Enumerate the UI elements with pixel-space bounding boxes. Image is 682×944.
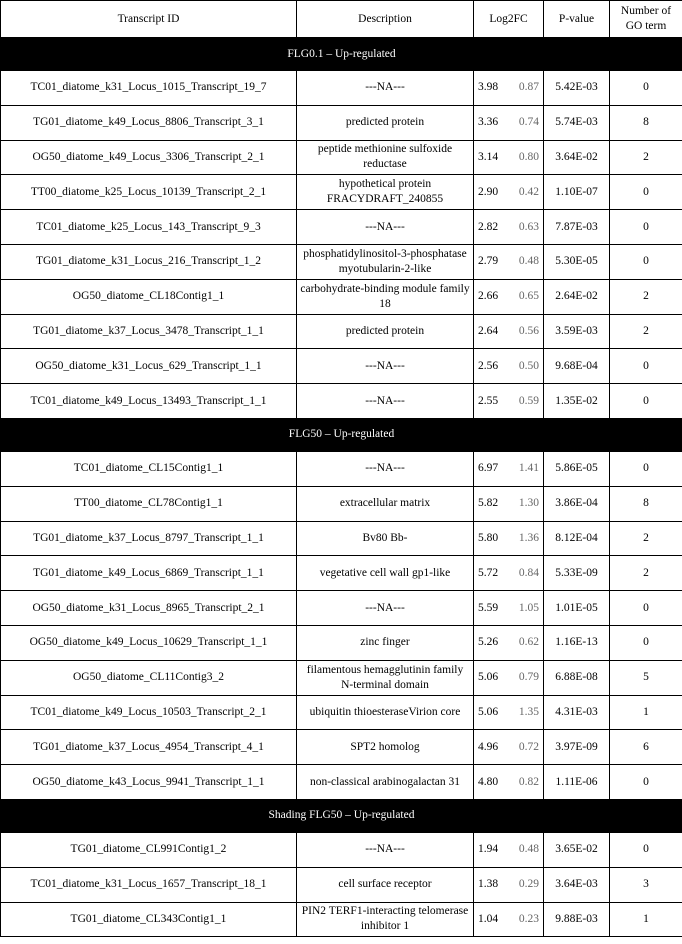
cell-go-term: 0 [610, 625, 682, 660]
cell-description: Bv80 Bb- [297, 521, 474, 556]
log2fc-error: 0.48 [518, 255, 539, 268]
header-description: Description [297, 1, 474, 38]
table-row [1, 695, 682, 730]
cell-log2fc [474, 521, 544, 556]
log2fc-error: 0.48 [518, 843, 539, 856]
log2fc-error: 1.30 [518, 497, 539, 510]
cell-go-term: 0 [610, 210, 682, 245]
cell-pvalue: 6.88E-08 [544, 660, 610, 695]
cell-log2fc [474, 349, 544, 384]
table-row [1, 140, 682, 175]
log2fc-value: 3.98 [478, 81, 499, 94]
log2fc-error: 0.80 [518, 150, 539, 163]
table-row [1, 867, 682, 902]
cell-pvalue: 5.74E-03 [544, 105, 610, 140]
cell-description: ubiquitin thioesteraseVirion core [297, 695, 474, 730]
cell-description: hypothetical protein FRACYDRAFT_240855 [297, 175, 474, 210]
section-title: Shading FLG50 – Up-regulated [1, 799, 682, 832]
cell-description: carbohydrate-binding module family 18 [297, 279, 474, 314]
cell-transcript-id: TG01_diatome_k37_Locus_4954_Transcript_4_1 [1, 730, 297, 765]
cell-description: cell surface receptor [297, 867, 474, 902]
cell-pvalue: 3.64E-02 [544, 140, 610, 175]
cell-description: non-classical arabinogalactan 31 [297, 765, 474, 800]
cell-pvalue: 5.42E-03 [544, 71, 610, 106]
cell-log2fc [474, 71, 544, 106]
log2fc-error: 0.56 [518, 324, 539, 337]
cell-pvalue: 9.68E-04 [544, 349, 610, 384]
log2fc-value: 5.06 [478, 705, 499, 718]
cell-transcript-id: TG01_diatome_k37_Locus_3478_Transcript_1_1 [1, 314, 297, 349]
cell-pvalue: 1.01E-05 [544, 591, 610, 626]
table-row [1, 210, 682, 245]
cell-transcript-id: TT00_diatome_k25_Locus_10139_Transcript_2_1 [1, 175, 297, 210]
cell-transcript-id: OG50_diatome_k31_Locus_8965_Transcript_2_1 [1, 591, 297, 626]
cell-transcript-id: OG50_diatome_k49_Locus_3306_Transcript_2_1 [1, 140, 297, 175]
section-header-row [1, 799, 682, 832]
log2fc-value: 5.80 [478, 531, 499, 544]
log2fc-error: 1.05 [518, 601, 539, 614]
cell-description: filamentous hemagglutinin family N-terminal domain [297, 660, 474, 695]
section-title: FLG50 – Up-regulated [1, 418, 682, 451]
cell-go-term: 0 [610, 451, 682, 486]
cell-description: SPT2 homolog [297, 730, 474, 765]
log2fc-value: 2.82 [478, 220, 499, 233]
cell-transcript-id: TG01_diatome_k31_Locus_216_Transcript_1_2 [1, 244, 297, 279]
table-row [1, 349, 682, 384]
table-row [1, 451, 682, 486]
log2fc-error: 0.23 [518, 912, 539, 925]
cell-pvalue: 4.31E-03 [544, 695, 610, 730]
cell-pvalue: 5.86E-05 [544, 451, 610, 486]
cell-description: ---NA--- [297, 349, 474, 384]
cell-go-term: 2 [610, 279, 682, 314]
log2fc-value: 2.64 [478, 324, 499, 337]
cell-description: extracellular matrix [297, 486, 474, 521]
cell-go-term: 0 [610, 244, 682, 279]
log2fc-value: 5.59 [478, 601, 499, 614]
cell-log2fc [474, 486, 544, 521]
table-row [1, 730, 682, 765]
log2fc-value: 4.96 [478, 740, 499, 753]
cell-go-term: 5 [610, 660, 682, 695]
cell-description: ---NA--- [297, 71, 474, 106]
section-title: FLG0.1 – Up-regulated [1, 38, 682, 71]
cell-transcript-id: TG01_diatome_k49_Locus_6869_Transcript_1_1 [1, 556, 297, 591]
log2fc-error: 1.41 [518, 462, 539, 475]
cell-go-term: 0 [610, 765, 682, 800]
cell-pvalue: 7.87E-03 [544, 210, 610, 245]
header-log2fc: Log2FC [474, 1, 544, 38]
cell-log2fc [474, 730, 544, 765]
cell-description: ---NA--- [297, 384, 474, 419]
log2fc-value: 1.38 [478, 878, 499, 891]
cell-transcript-id: OG50_diatome_k49_Locus_10629_Transcript_1_1 [1, 625, 297, 660]
cell-transcript-id: TC01_diatome_k31_Locus_1657_Transcript_18_1 [1, 867, 297, 902]
cell-go-term: 1 [610, 695, 682, 730]
cell-log2fc [474, 660, 544, 695]
log2fc-value: 5.72 [478, 566, 499, 579]
cell-transcript-id: TG01_diatome_CL343Contig1_1 [1, 902, 297, 937]
table-row [1, 625, 682, 660]
cell-log2fc [474, 451, 544, 486]
cell-transcript-id: TC01_diatome_CL15Contig1_1 [1, 451, 297, 486]
cell-pvalue: 1.10E-07 [544, 175, 610, 210]
table-row [1, 832, 682, 867]
cell-pvalue: 3.59E-03 [544, 314, 610, 349]
cell-log2fc [474, 695, 544, 730]
table-row [1, 71, 682, 106]
cell-transcript-id: TC01_diatome_k49_Locus_13493_Transcript_1_1 [1, 384, 297, 419]
log2fc-value: 5.82 [478, 497, 499, 510]
table-row [1, 105, 682, 140]
cell-pvalue: 1.16E-13 [544, 625, 610, 660]
cell-log2fc [474, 314, 544, 349]
cell-transcript-id: OG50_diatome_CL11Contig3_2 [1, 660, 297, 695]
table-header [1, 1, 682, 38]
cell-description: ---NA--- [297, 832, 474, 867]
cell-log2fc [474, 384, 544, 419]
cell-go-term: 6 [610, 730, 682, 765]
cell-pvalue: 5.30E-05 [544, 244, 610, 279]
cell-log2fc [474, 765, 544, 800]
table-row [1, 765, 682, 800]
cell-transcript-id: TG01_diatome_k49_Locus_8806_Transcript_3_1 [1, 105, 297, 140]
log2fc-error: 0.65 [518, 290, 539, 303]
cell-go-term: 0 [610, 71, 682, 106]
cell-pvalue: 3.97E-09 [544, 730, 610, 765]
table-row [1, 521, 682, 556]
table-row [1, 591, 682, 626]
cell-log2fc [474, 140, 544, 175]
cell-go-term: 0 [610, 384, 682, 419]
cell-description: phosphatidylinositol-3-phosphatase myotubularin-2-like [297, 244, 474, 279]
cell-go-term: 8 [610, 486, 682, 521]
log2fc-error: 1.36 [518, 531, 539, 544]
cell-transcript-id: TG01_diatome_CL991Contig1_2 [1, 832, 297, 867]
table-row [1, 314, 682, 349]
header-go-term: Number of GO term [610, 1, 682, 38]
cell-log2fc [474, 902, 544, 937]
cell-go-term: 2 [610, 314, 682, 349]
cell-transcript-id: TT00_diatome_CL78Contig1_1 [1, 486, 297, 521]
cell-log2fc [474, 210, 544, 245]
log2fc-error: 0.50 [518, 359, 539, 372]
cell-description: vegetative cell wall gp1-like [297, 556, 474, 591]
cell-go-term: 0 [610, 832, 682, 867]
cell-pvalue: 3.64E-03 [544, 867, 610, 902]
cell-go-term: 0 [610, 349, 682, 384]
cell-transcript-id: TC01_diatome_k25_Locus_143_Transcript_9_3 [1, 210, 297, 245]
log2fc-value: 5.06 [478, 671, 499, 684]
header-pvalue: P-value [544, 1, 610, 38]
log2fc-value: 4.80 [478, 775, 499, 788]
cell-pvalue: 1.11E-06 [544, 765, 610, 800]
cell-go-term: 3 [610, 867, 682, 902]
log2fc-value: 1.04 [478, 912, 499, 925]
cell-description: ---NA--- [297, 451, 474, 486]
cell-description: zinc finger [297, 625, 474, 660]
log2fc-error: 0.72 [518, 740, 539, 753]
cell-log2fc [474, 244, 544, 279]
cell-go-term: 8 [610, 105, 682, 140]
log2fc-error: 0.87 [518, 81, 539, 94]
log2fc-error: 1.35 [518, 705, 539, 718]
table-row [1, 175, 682, 210]
cell-pvalue: 1.35E-02 [544, 384, 610, 419]
cell-go-term: 2 [610, 140, 682, 175]
log2fc-value: 2.56 [478, 359, 499, 372]
cell-pvalue: 5.33E-09 [544, 556, 610, 591]
cell-description: ---NA--- [297, 591, 474, 626]
log2fc-value: 2.79 [478, 255, 499, 268]
log2fc-value: 2.55 [478, 394, 499, 407]
section-header-row [1, 418, 682, 451]
cell-description: peptide methionine sulfoxide reductase [297, 140, 474, 175]
cell-log2fc [474, 105, 544, 140]
cell-log2fc [474, 867, 544, 902]
cell-pvalue: 8.12E-04 [544, 521, 610, 556]
log2fc-error: 0.63 [518, 220, 539, 233]
section-header-row [1, 38, 682, 71]
header-row [1, 1, 682, 38]
cell-transcript-id: OG50_diatome_k31_Locus_629_Transcript_1_1 [1, 349, 297, 384]
log2fc-value: 6.97 [478, 462, 499, 475]
cell-log2fc [474, 556, 544, 591]
cell-pvalue: 3.86E-04 [544, 486, 610, 521]
cell-pvalue: 9.88E-03 [544, 902, 610, 937]
cell-description: predicted protein [297, 314, 474, 349]
cell-transcript-id: TG01_diatome_k37_Locus_8797_Transcript_1_1 [1, 521, 297, 556]
log2fc-error: 0.42 [518, 185, 539, 198]
log2fc-error: 0.74 [518, 116, 539, 129]
log2fc-value: 3.36 [478, 116, 499, 129]
table-body [1, 38, 682, 937]
log2fc-value: 2.90 [478, 185, 499, 198]
cell-go-term: 1 [610, 902, 682, 937]
log2fc-error: 0.62 [518, 636, 539, 649]
table-row [1, 556, 682, 591]
log2fc-error: 0.84 [518, 566, 539, 579]
table-row [1, 384, 682, 419]
log2fc-error: 0.29 [518, 878, 539, 891]
cell-description: PIN2 TERF1-interacting telomerase inhibitor 1 [297, 902, 474, 937]
cell-transcript-id: TC01_diatome_k49_Locus_10503_Transcript_2_1 [1, 695, 297, 730]
cell-transcript-id: OG50_diatome_k43_Locus_9941_Transcript_1_1 [1, 765, 297, 800]
cell-go-term: 2 [610, 556, 682, 591]
cell-log2fc [474, 279, 544, 314]
cell-log2fc [474, 625, 544, 660]
table-row [1, 279, 682, 314]
cell-go-term: 2 [610, 521, 682, 556]
log2fc-value: 5.26 [478, 636, 499, 649]
table-row [1, 902, 682, 937]
cell-transcript-id: TC01_diatome_k31_Locus_1015_Transcript_19_7 [1, 71, 297, 106]
cell-description: predicted protein [297, 105, 474, 140]
cell-description: ---NA--- [297, 210, 474, 245]
log2fc-value: 1.94 [478, 843, 499, 856]
log2fc-value: 3.14 [478, 150, 499, 163]
table-row [1, 486, 682, 521]
cell-transcript-id: OG50_diatome_CL18Contig1_1 [1, 279, 297, 314]
header-transcript-id: Transcript ID [1, 1, 297, 38]
cell-go-term: 0 [610, 175, 682, 210]
cell-log2fc [474, 175, 544, 210]
table-row [1, 244, 682, 279]
cell-pvalue: 3.65E-02 [544, 832, 610, 867]
log2fc-error: 0.79 [518, 671, 539, 684]
log2fc-value: 2.66 [478, 290, 499, 303]
cell-pvalue: 2.64E-02 [544, 279, 610, 314]
cell-log2fc [474, 591, 544, 626]
table-row [1, 660, 682, 695]
log2fc-error: 0.82 [518, 775, 539, 788]
cell-go-term: 0 [610, 591, 682, 626]
cell-log2fc [474, 832, 544, 867]
log2fc-error: 0.59 [518, 394, 539, 407]
